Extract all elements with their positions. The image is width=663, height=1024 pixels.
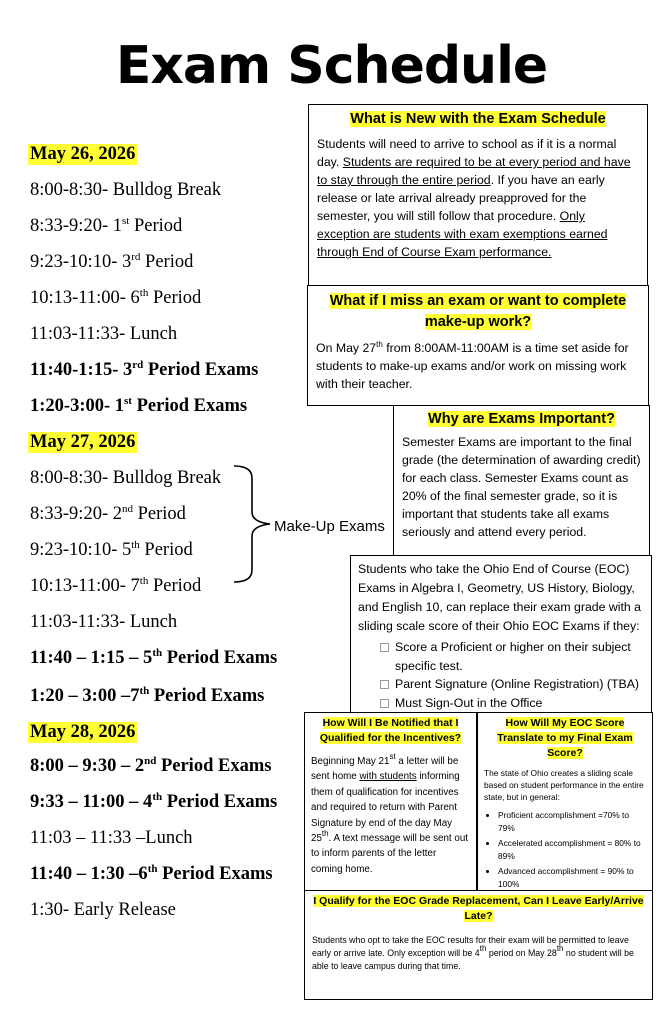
missed-exam-box <box>307 285 649 406</box>
leave-early-box <box>304 890 653 1000</box>
box-heading: How Will My EOC Score Translate to my Final Exam Score? <box>497 717 633 759</box>
box-body: Students who opt to take the EOC results for their exam will be permitted to leave early or arrive late. Only exception will be 4th period on May 28th no student will be able to leave campus during that time. <box>312 935 634 972</box>
schedule-item: 8:33-9:20- 1st Period <box>30 215 183 236</box>
schedule-item: 11:03-11:33- Lunch <box>30 324 178 344</box>
schedule-item: 11:03 – 11:33 –Lunch <box>30 828 193 848</box>
page-title: Exam Schedule <box>115 36 548 96</box>
date-may28: May 28, 2026 <box>30 722 136 742</box>
eoc-translate-box <box>477 712 653 892</box>
schedule-item: 8:00-8:30- Bulldog Break <box>30 180 222 200</box>
list-item: • Advanced accomplishment = 90% to 100% <box>498 865 646 891</box>
schedule-exam: 11:40 – 1:30 –6th Period Exams <box>30 863 273 884</box>
schedule-item: 1:30- Early Release <box>30 900 176 920</box>
box-heading: How Will I Be Notified that I Qualified for the Incentives? <box>319 717 462 744</box>
eoc-replace-box <box>350 555 652 715</box>
schedule-item: 10:13-11:00- 7th Period <box>30 575 202 596</box>
list-item: • Accelerated accomplishment = 80% to 89% <box>498 837 646 863</box>
schedule-item: 9:23-10:10- 5th Period <box>30 539 193 560</box>
makeup-label: Make-Up Exams <box>274 518 385 535</box>
schedule-exam: 1:20 – 3:00 –7th Period Exams <box>30 685 265 706</box>
list-item: Score a Proficient or higher on their subject specific test. <box>358 638 644 675</box>
schedule-item: 10:13-11:00- 6th Period <box>30 287 202 308</box>
date-may26: May 26, 2026 <box>30 144 136 164</box>
box-body: Beginning May 21st a letter will be sent home with students informing them of qualification for incentives and required to return with Parent Signature by end of the day May 25th. A text message will be sent out to inform parents of the letter coming home. <box>311 752 468 875</box>
date-may27: May 27, 2026 <box>30 432 136 452</box>
checkbox-icon <box>380 699 389 708</box>
box-body: Students who take the Ohio End of Course (EOC) Exams in Algebra I, Geometry, US History, Biology, and English 10, can replace their exam grade with a sliding scale score of their Ohio EOC Exams if they: <box>358 562 641 633</box>
schedule-exam: 11:40-1:15- 3rd Period Exams <box>30 359 259 380</box>
makeup-bracket <box>232 464 272 584</box>
box-body: Students will need to arrive to school as if it is a normal day. Students are required to be at every period and have to stay through the entire period. If you have an early release or late arrival already preapproved for the semester, you will still follow that procedure. Only exception are students with exam exemptions earned through End of Course Exam performance. <box>317 137 631 259</box>
checkbox-icon <box>380 680 389 689</box>
box-heading: Why are Exams Important? <box>428 411 615 427</box>
box-heading: What if I miss an exam or want to complete make-up work? <box>329 293 627 330</box>
box-body: On May 27th from 8:00AM-11:00AM is a time set aside for students to make-up exams and/or work on missing work with their teacher. <box>316 340 629 391</box>
schedule-exam: 8:00 – 9:30 – 2nd Period Exams <box>30 755 272 776</box>
schedule-item: 11:03-11:33- Lunch <box>30 612 178 632</box>
schedule-item: 8:00-8:30- Bulldog Break <box>30 468 222 488</box>
schedule-exam: 9:33 – 11:00 – 4th Period Exams <box>30 791 278 812</box>
notified-box <box>304 712 477 892</box>
schedule-exam: 11:40 – 1:15 – 5th Period Exams <box>30 647 278 668</box>
list-item: Parent Signature (Online Registration) (TBA) <box>358 675 644 694</box>
list-item: Must Sign-Out in the Office <box>358 694 644 713</box>
schedule-item: 9:23-10:10- 3rd Period <box>30 251 194 272</box>
why-important-box <box>393 405 650 556</box>
box-heading: I Qualify for the EOC Grade Replacement, Can I Leave Early/Arrive Late? <box>313 895 644 922</box>
requirements-list <box>358 638 644 712</box>
schedule-exam: 1:20-3:00- 1st Period Exams <box>30 395 248 416</box>
box-body: Semester Exams are important to the final grade (the determination of awarding credit) for each class. Semester Exams count as 20% of the final semester grade, so it is important that students take all exams seriously and attend every period. <box>402 435 641 539</box>
scale-list <box>484 809 646 891</box>
whats-new-box <box>308 104 648 288</box>
box-heading: What is New with the Exam Schedule <box>350 111 606 127</box>
checkbox-icon <box>380 643 389 652</box>
list-item: • Proficient accomplishment =70% to 79% <box>498 809 646 835</box>
schedule-item: 8:33-9:20- 2nd Period <box>30 503 186 524</box>
box-body: The state of Ohio creates a sliding scale based on student performance in the entire state, but in general: <box>484 768 644 802</box>
